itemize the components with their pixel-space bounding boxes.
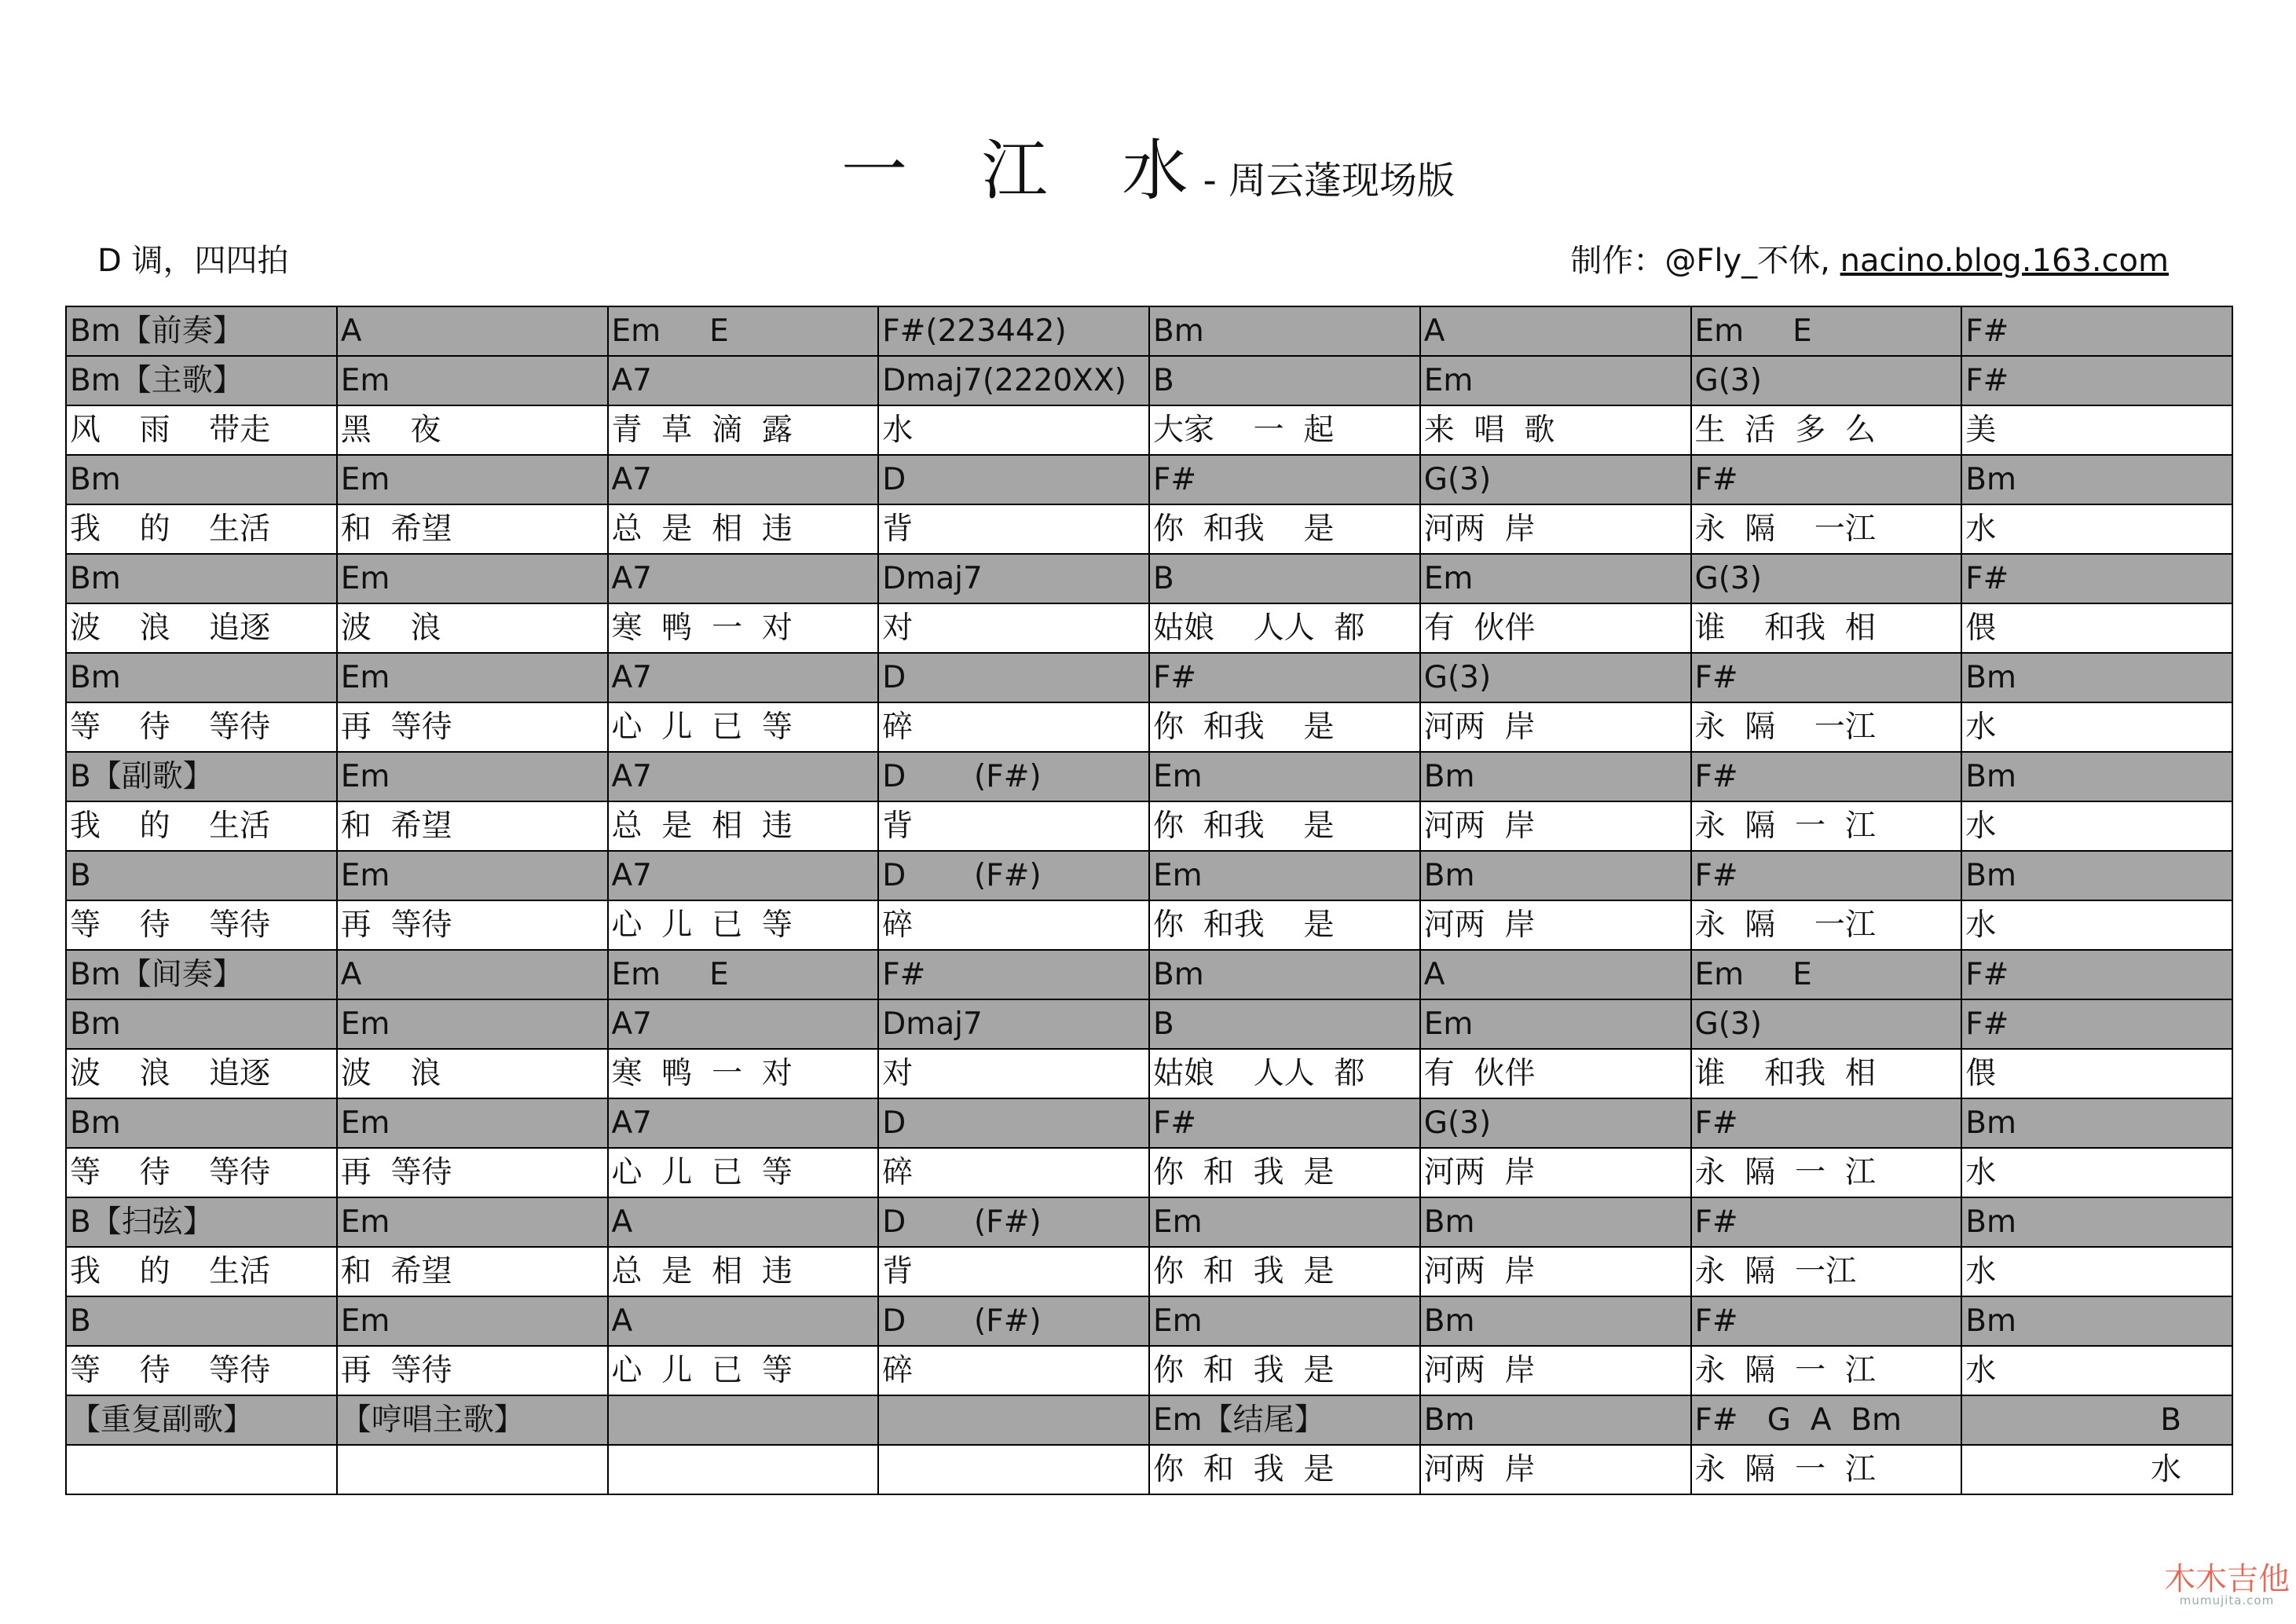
chord-cell: F# bbox=[1961, 306, 2232, 356]
lyric-cell: 河两 岸 bbox=[1420, 1247, 1691, 1296]
lyric-cell: 心 儿 已 等 bbox=[608, 900, 879, 950]
lyric-cell: 河两 岸 bbox=[1420, 1148, 1691, 1197]
lyric-cell: 你 和我 是 bbox=[1149, 504, 1420, 554]
chord-cell: Bm bbox=[1961, 653, 2232, 702]
lyric-cell bbox=[878, 1445, 1149, 1494]
chord-cell: Dmaj7 bbox=[878, 554, 1149, 603]
lyric-cell: 波 浪 追逐 bbox=[66, 603, 337, 653]
lyric-cell: 谁 和我 相 bbox=[1691, 1049, 1962, 1098]
lyric-cell bbox=[608, 1445, 879, 1494]
chord-cell: F# bbox=[1691, 1296, 1962, 1346]
lyric-cell: 谁 和我 相 bbox=[1691, 603, 1962, 653]
chord-cell: A7 bbox=[608, 851, 879, 900]
chord-cell: F# G A Bm bbox=[1691, 1395, 1962, 1445]
chord-cell: D bbox=[878, 1098, 1149, 1148]
chord-cell: F# bbox=[1961, 999, 2232, 1049]
lyric-cell: 碎 bbox=[878, 900, 1149, 950]
chord-cell: Bm【主歌】 bbox=[66, 356, 337, 405]
chord-cell: Em bbox=[1420, 554, 1691, 603]
lyric-cell: 水 bbox=[1961, 801, 2232, 851]
lyric-row bbox=[66, 1346, 2232, 1395]
chord-cell: A bbox=[1420, 950, 1691, 999]
lyric-cell: 总 是 相 违 bbox=[608, 801, 879, 851]
lyric-cell: 水 bbox=[1961, 1247, 2232, 1296]
lyric-cell: 我 的 生活 bbox=[66, 801, 337, 851]
lyric-cell: 背 bbox=[878, 801, 1149, 851]
lyric-cell: 心 儿 已 等 bbox=[608, 1148, 879, 1197]
lyric-row bbox=[66, 1049, 2232, 1098]
chord-cell: A bbox=[337, 950, 608, 999]
chord-cell: Em bbox=[1149, 752, 1420, 801]
lyric-cell: 偎 bbox=[1961, 1049, 2232, 1098]
chord-cell: Em bbox=[337, 455, 608, 504]
key-and-time-signature: D 调，四四拍 bbox=[97, 243, 289, 279]
chord-row bbox=[66, 306, 2232, 356]
chord-cell: Em bbox=[337, 851, 608, 900]
chord-cell: F# bbox=[1961, 356, 2232, 405]
lyric-cell: 风 雨 带走 bbox=[66, 405, 337, 455]
lyric-cell bbox=[66, 1445, 337, 1494]
chord-cell: B【扫弦】 bbox=[66, 1197, 337, 1247]
lyric-cell: 永 隔 一江 bbox=[1691, 702, 1962, 752]
chord-cell: F# bbox=[1149, 1098, 1420, 1148]
chord-row bbox=[66, 950, 2232, 999]
chord-row bbox=[66, 1197, 2232, 1247]
lyric-cell: 来 唱 歌 bbox=[1420, 405, 1691, 455]
lyric-row bbox=[66, 504, 2232, 554]
lyric-cell: 背 bbox=[878, 504, 1149, 554]
chord-cell: Bm bbox=[66, 999, 337, 1049]
chord-cell: F# bbox=[1691, 455, 1962, 504]
lyric-row bbox=[66, 405, 2232, 455]
chord-cell: Bm bbox=[1961, 1098, 2232, 1148]
lyric-cell: 对 bbox=[878, 1049, 1149, 1098]
lyric-cell: 波 浪 bbox=[337, 603, 608, 653]
lyric-cell: 和 希望 bbox=[337, 504, 608, 554]
chord-cell: B【副歌】 bbox=[66, 752, 337, 801]
title-block bbox=[0, 118, 2296, 213]
chord-cell: Em E bbox=[1691, 950, 1962, 999]
chord-row bbox=[66, 851, 2232, 900]
chord-cell: A7 bbox=[608, 455, 879, 504]
lyric-cell: 永 隔 一 江 bbox=[1691, 1148, 1962, 1197]
lyric-cell: 再 等待 bbox=[337, 1346, 608, 1395]
chord-cell: B bbox=[66, 851, 337, 900]
chord-cell: F# bbox=[878, 950, 1149, 999]
chord-cell: F# bbox=[1149, 653, 1420, 702]
lyric-cell: 你 和我 是 bbox=[1149, 702, 1420, 752]
lyric-cell: 河两 岸 bbox=[1420, 801, 1691, 851]
chord-cell: Bm bbox=[1961, 455, 2232, 504]
lyric-cell: 寒 鸭 一 对 bbox=[608, 603, 879, 653]
chord-row bbox=[66, 554, 2232, 603]
chord-cell: Bm bbox=[66, 554, 337, 603]
chord-row bbox=[66, 653, 2232, 702]
lyric-cell: 河两 岸 bbox=[1420, 1346, 1691, 1395]
lyric-cell: 姑娘 人人 都 bbox=[1149, 1049, 1420, 1098]
lyric-cell: 偎 bbox=[1961, 603, 2232, 653]
chord-cell: G(3) bbox=[1420, 653, 1691, 702]
chord-cell: B bbox=[1149, 356, 1420, 405]
lyric-cell: 水 bbox=[1961, 900, 2232, 950]
chord-cell: Bm bbox=[1420, 1395, 1691, 1445]
chord-row bbox=[66, 1296, 2232, 1346]
lyric-cell: 碎 bbox=[878, 1148, 1149, 1197]
chord-cell: Em bbox=[337, 752, 608, 801]
chord-row bbox=[66, 356, 2232, 405]
lyric-cell: 大家 一 起 bbox=[1149, 405, 1420, 455]
lyric-cell: 水 bbox=[1961, 1346, 2232, 1395]
chord-cell: 【重复副歌】 bbox=[66, 1395, 337, 1445]
chord-cell: D (F#) bbox=[878, 851, 1149, 900]
chord-cell: G(3) bbox=[1420, 455, 1691, 504]
lyric-cell: 再 等待 bbox=[337, 702, 608, 752]
lyric-cell: 心 儿 已 等 bbox=[608, 702, 879, 752]
chord-cell: F# bbox=[1691, 851, 1962, 900]
chord-cell: D (F#) bbox=[878, 1197, 1149, 1247]
chord-cell: Dmaj7 bbox=[878, 999, 1149, 1049]
lyric-cell: 总 是 相 违 bbox=[608, 504, 879, 554]
lyric-cell: 黑 夜 bbox=[337, 405, 608, 455]
chord-cell: A bbox=[1420, 306, 1691, 356]
lyric-cell: 永 隔 一 江 bbox=[1691, 1346, 1962, 1395]
chord-cell: Bm bbox=[66, 1098, 337, 1148]
lyric-cell: 背 bbox=[878, 1247, 1149, 1296]
lyric-cell: 河两 岸 bbox=[1420, 702, 1691, 752]
chord-cell: Bm bbox=[1961, 752, 2232, 801]
chord-cell: D bbox=[878, 455, 1149, 504]
lyric-cell: 碎 bbox=[878, 1346, 1149, 1395]
chord-cell: Bm【间奏】 bbox=[66, 950, 337, 999]
lyric-cell: 水 bbox=[878, 405, 1149, 455]
credit-author: 制作：@Fly_不休, bbox=[1570, 243, 1840, 279]
chord-cell: Em【结尾】 bbox=[1149, 1395, 1420, 1445]
watermark-domain: mumujita.com bbox=[2179, 1593, 2275, 1608]
chord-cell: Bm bbox=[1420, 1197, 1691, 1247]
lyric-cell: 总 是 相 违 bbox=[608, 1247, 879, 1296]
lyric-row bbox=[66, 603, 2232, 653]
lyric-cell: 你 和 我 是 bbox=[1149, 1148, 1420, 1197]
lyric-cell: 美 bbox=[1961, 405, 2232, 455]
lyric-row bbox=[66, 702, 2232, 752]
lyric-cell: 心 儿 已 等 bbox=[608, 1346, 879, 1395]
chord-cell: Em bbox=[337, 554, 608, 603]
lyric-cell: 我 的 生活 bbox=[66, 504, 337, 554]
chord-cell: Bm bbox=[1961, 851, 2232, 900]
lyric-cell: 你 和我 是 bbox=[1149, 900, 1420, 950]
chord-cell: Em bbox=[337, 1296, 608, 1346]
lyric-cell: 对 bbox=[878, 603, 1149, 653]
lyric-cell: 姑娘 人人 都 bbox=[1149, 603, 1420, 653]
lyric-row bbox=[66, 801, 2232, 851]
chord-cell: Dmaj7(2220XX) bbox=[878, 356, 1149, 405]
chord-cell: A7 bbox=[608, 999, 879, 1049]
chord-cell: D (F#) bbox=[878, 1296, 1149, 1346]
chord-cell: Em E bbox=[608, 306, 879, 356]
chord-cell: Bm bbox=[1420, 752, 1691, 801]
lyric-cell: 河两 岸 bbox=[1420, 900, 1691, 950]
chord-cell: A7 bbox=[608, 356, 879, 405]
lyric-cell: 青 草 滴 露 bbox=[608, 405, 879, 455]
chord-cell: G(3) bbox=[1691, 356, 1962, 405]
chord-cell: Em bbox=[337, 1197, 608, 1247]
chord-cell: F# bbox=[1691, 1098, 1962, 1148]
song-subtitle: - 周云蓬现场版 bbox=[1203, 159, 1456, 203]
lyric-cell: 你 和我 是 bbox=[1149, 801, 1420, 851]
chord-cell: F# bbox=[1691, 752, 1962, 801]
lyric-cell: 波 浪 bbox=[337, 1049, 608, 1098]
chord-cell: F# bbox=[1961, 554, 2232, 603]
chord-cell: A bbox=[337, 306, 608, 356]
chord-cell: F# bbox=[1149, 455, 1420, 504]
chord-cell: D (F#) bbox=[878, 752, 1149, 801]
lyric-cell: 我 的 生活 bbox=[66, 1247, 337, 1296]
chord-cell: G(3) bbox=[1420, 1098, 1691, 1148]
lyric-cell: 波 浪 追逐 bbox=[66, 1049, 337, 1098]
lyric-cell: 再 等待 bbox=[337, 900, 608, 950]
chord-cell: B bbox=[1961, 1395, 2232, 1445]
chord-row bbox=[66, 455, 2232, 504]
chord-cell: Em bbox=[1149, 1197, 1420, 1247]
chord-cell: A7 bbox=[608, 653, 879, 702]
chord-cell: Bm bbox=[1961, 1296, 2232, 1346]
chord-row bbox=[66, 1395, 2232, 1445]
lyric-cell: 和 希望 bbox=[337, 1247, 608, 1296]
chord-cell bbox=[878, 1395, 1149, 1445]
chord-cell: A7 bbox=[608, 1098, 879, 1148]
chord-cell: F#(223442) bbox=[878, 306, 1149, 356]
chord-row bbox=[66, 1098, 2232, 1148]
lyric-cell: 永 隔 一江 bbox=[1691, 504, 1962, 554]
chord-cell: A bbox=[608, 1296, 879, 1346]
chord-cell: 【哼唱主歌】 bbox=[337, 1395, 608, 1445]
chord-cell: F# bbox=[1691, 653, 1962, 702]
chord-cell: Em E bbox=[608, 950, 879, 999]
chord-cell: Bm bbox=[66, 455, 337, 504]
lyric-cell: 等 待 等待 bbox=[66, 900, 337, 950]
chord-cell bbox=[608, 1395, 879, 1445]
lyric-cell: 水 bbox=[1961, 1148, 2232, 1197]
lyric-cell: 永 隔 一 江 bbox=[1691, 801, 1962, 851]
lyric-cell: 寒 鸭 一 对 bbox=[608, 1049, 879, 1098]
lyric-cell: 你 和 我 是 bbox=[1149, 1247, 1420, 1296]
lyric-cell: 你 和 我 是 bbox=[1149, 1346, 1420, 1395]
lyric-cell: 有 伙伴 bbox=[1420, 1049, 1691, 1098]
chord-cell: G(3) bbox=[1691, 554, 1962, 603]
watermark-logo bbox=[2164, 1561, 2290, 1608]
chord-cell: B bbox=[1149, 999, 1420, 1049]
chord-cell: Bm bbox=[1149, 950, 1420, 999]
lyric-cell: 碎 bbox=[878, 702, 1149, 752]
lyric-cell: 生 活 多 么 bbox=[1691, 405, 1962, 455]
lyric-cell bbox=[337, 1445, 608, 1494]
chord-row bbox=[66, 752, 2232, 801]
lyric-row bbox=[66, 1247, 2232, 1296]
chord-cell: A bbox=[608, 1197, 879, 1247]
chord-cell: B bbox=[66, 1296, 337, 1346]
song-title: 一 江 水 bbox=[840, 132, 1215, 209]
watermark-brand: 木木吉他 bbox=[2164, 1561, 2290, 1597]
lyric-cell: 水 bbox=[1961, 1445, 2232, 1494]
lyric-cell: 河两 岸 bbox=[1420, 1445, 1691, 1494]
chord-cell: Em E bbox=[1691, 306, 1962, 356]
chord-cell: F# bbox=[1961, 950, 2232, 999]
chord-cell: F# bbox=[1691, 1197, 1962, 1247]
chord-cell: Bm bbox=[66, 653, 337, 702]
lyric-cell: 永 隔 一江 bbox=[1691, 1247, 1962, 1296]
lyric-cell: 和 希望 bbox=[337, 801, 608, 851]
lyric-cell: 等 待 等待 bbox=[66, 1346, 337, 1395]
chord-cell: Em bbox=[1149, 851, 1420, 900]
chord-cell: G(3) bbox=[1691, 999, 1962, 1049]
chord-cell: Em bbox=[1420, 999, 1691, 1049]
chord-cell: Em bbox=[337, 653, 608, 702]
chord-cell: A7 bbox=[608, 752, 879, 801]
lyric-cell: 你 和 我 是 bbox=[1149, 1445, 1420, 1494]
lyric-cell: 等 待 等待 bbox=[66, 702, 337, 752]
lyric-cell: 等 待 等待 bbox=[66, 1148, 337, 1197]
credit-link[interactable]: nacino.blog.163.com bbox=[1840, 243, 2169, 279]
lyric-row bbox=[66, 1148, 2232, 1197]
lyric-row bbox=[66, 900, 2232, 950]
chord-cell: Em bbox=[337, 356, 608, 405]
lyric-cell: 水 bbox=[1961, 702, 2232, 752]
chord-cell: Bm bbox=[1420, 851, 1691, 900]
lyric-row bbox=[66, 1445, 2232, 1494]
chord-cell: Em bbox=[1149, 1296, 1420, 1346]
chord-sheet-table bbox=[65, 306, 2233, 1495]
lyric-cell: 永 隔 一江 bbox=[1691, 900, 1962, 950]
chord-cell: D bbox=[878, 653, 1149, 702]
chord-row bbox=[66, 999, 2232, 1049]
chord-cell: B bbox=[1149, 554, 1420, 603]
chord-cell: Em bbox=[337, 1098, 608, 1148]
chord-cell: Bm bbox=[1149, 306, 1420, 356]
chord-cell: Bm bbox=[1961, 1197, 2232, 1247]
credit-line bbox=[1570, 236, 2169, 280]
chord-cell: Em bbox=[337, 999, 608, 1049]
lyric-cell: 水 bbox=[1961, 504, 2232, 554]
chord-cell: Bm bbox=[1420, 1296, 1691, 1346]
lyric-cell: 永 隔 一 江 bbox=[1691, 1445, 1962, 1494]
lyric-cell: 有 伙伴 bbox=[1420, 603, 1691, 653]
chord-cell: Bm【前奏】 bbox=[66, 306, 337, 356]
lyric-cell: 再 等待 bbox=[337, 1148, 608, 1197]
lyric-cell: 河两 岸 bbox=[1420, 504, 1691, 554]
chord-cell: Em bbox=[1420, 356, 1691, 405]
chord-cell: A7 bbox=[608, 554, 879, 603]
